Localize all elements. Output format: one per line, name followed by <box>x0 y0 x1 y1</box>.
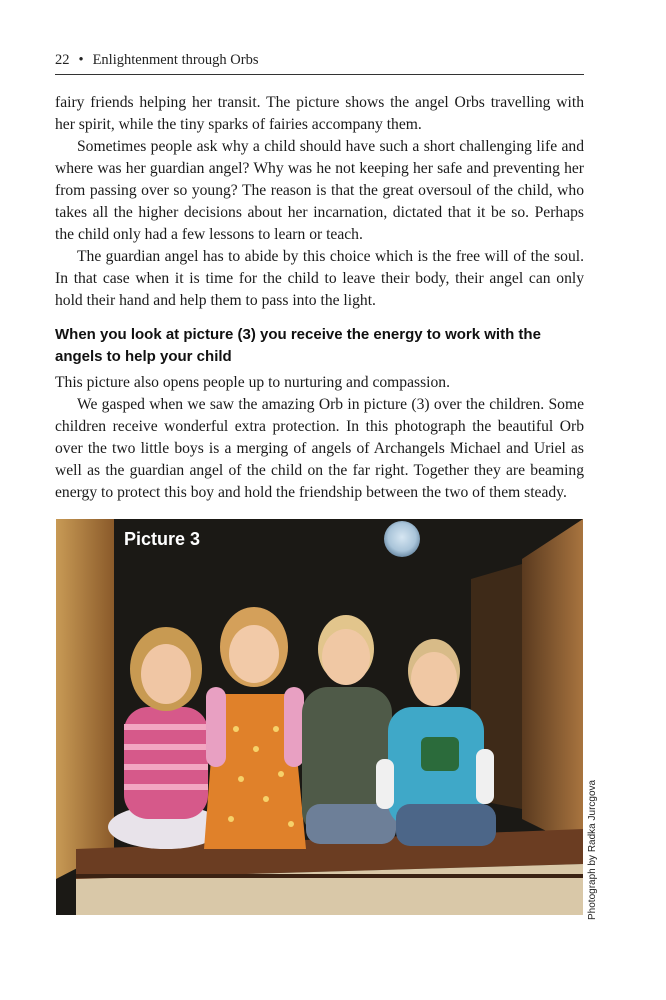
photo-illustration <box>56 519 583 915</box>
paragraph: fairy friends helping her transit. The picture shows the angel Orbs travelling with her spirit, while the tiny sparks of fairies accompany them. <box>55 94 584 133</box>
photo-credit <box>587 780 601 920</box>
page-number: 22 <box>55 52 70 68</box>
paragraph: This picture also opens people up to nurturing and compassion. <box>55 374 450 391</box>
orb <box>384 521 420 557</box>
paragraph: We gasped when we saw the amazing Orb in picture (3) over the children. Some children receive wonderful extra protection. In this photograph the beautiful Orb over the two little boys is a merging of angels of Archangels Michael and Uriel as well as the guardian angel of the child on the far right. Together they are beaming energy to protect this boy and hold the friendship between the two of them steady. <box>55 396 584 501</box>
running-header <box>55 52 584 75</box>
photo-credit-text: Photograph by Radka Jurcgova <box>587 779 598 920</box>
section-heading: When you look at picture (3) you receive the energy to work with the angels to help your child <box>55 326 541 365</box>
header-separator: • <box>78 52 84 68</box>
book-title: Enlightenment through Orbs <box>92 52 259 68</box>
body-text <box>55 92 584 504</box>
photograph-children-orb <box>56 519 583 915</box>
paragraph: The guardian angel has to abide by this choice which is the free will of the soul. In that case when it is time for the child to leave their body, their angel can only hold their hand and help them to pass into the light. <box>55 248 584 309</box>
photo-label: Picture 3 <box>124 529 201 549</box>
paragraph: Sometimes people ask why a child should have such a short challenging life and where was her guardian angel? Why was he not keeping her safe and preventing her from passing over so young? The reason is that the great oversoul of the child, who takes all the higher decisions about her incarnation, dictated that it be so. Perhaps the child only had a few lessons to learn or teach. <box>55 138 584 243</box>
